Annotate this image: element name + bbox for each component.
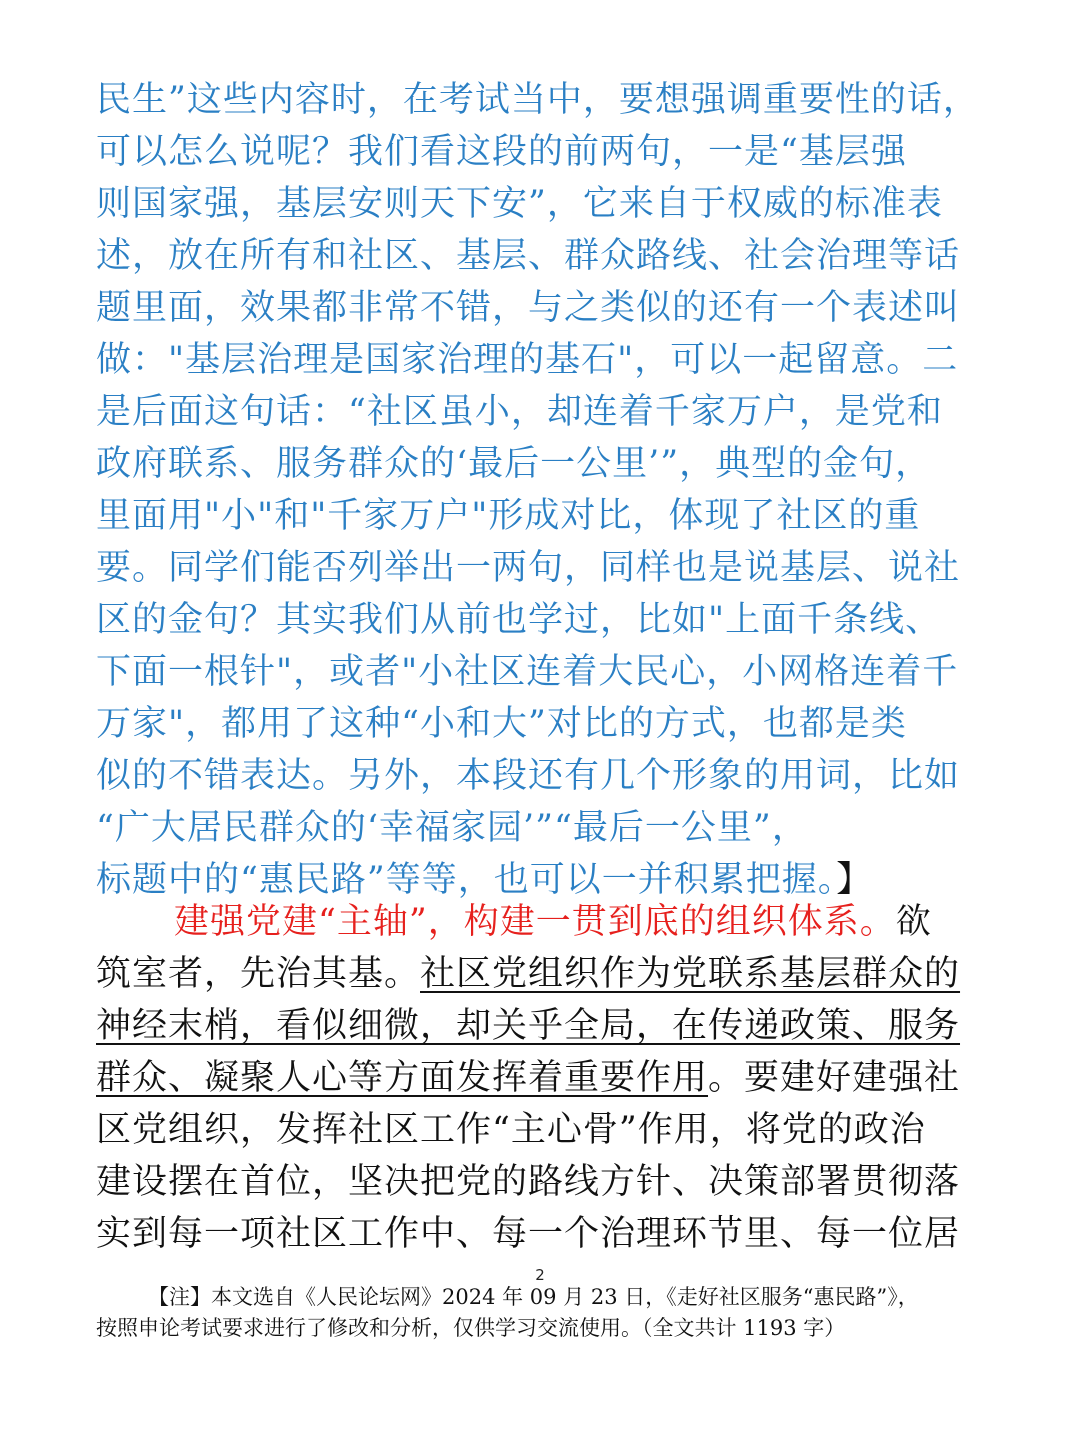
body-line: 区党组织，发挥社区工作“主心骨”作用，将党的政治: [96, 1110, 926, 1150]
analysis-line: 区的金句？其实我们从前也学过，比如"上面千条线、: [96, 600, 942, 640]
body-line: 实到每一项社区工作中、每一个治理环节里、每一位居: [96, 1214, 961, 1254]
analysis-paragraph: [96, 74, 988, 906]
analysis-line: 万家"，都用了这种“小和大”对比的方式，也都是类: [96, 704, 907, 744]
analysis-line: 民生”这些内容时，在考试当中，要想强调重要性的话，: [96, 80, 979, 120]
underlined-text: 社区党组织作为党联系基层群众的: [420, 954, 961, 994]
source-note-line: 按照申论考试要求进行了修改和分析，仅供学习交流使用。（全文共计 1193 字）: [96, 1316, 846, 1340]
body-line: [96, 1000, 988, 1052]
underlined-text: 神经末梢，看似细微，却关乎全局，在传递政策、服务: [96, 1006, 961, 1046]
analysis-line-text: 标题中的“惠民路”等等，也可以一并积累把握。: [96, 860, 837, 900]
body-line: [96, 948, 988, 1000]
analysis-line: 要。同学们能否列举出一两句，同样也是说基层、说社: [96, 548, 961, 588]
analysis-line: 述，放在所有和社区、基层、群众路线、社会治理等话: [96, 236, 961, 276]
body-paragraph: [96, 896, 988, 1260]
analysis-line: 政府联系、服务群众的‘最后一公里’”，典型的金句，: [96, 444, 932, 484]
analysis-line: 里面用"小"和"千家万户"形成对比，体现了社区的重: [96, 496, 921, 536]
section-heading: 建强党建“主轴”，构建一贯到底的组织体系。: [174, 902, 896, 942]
source-note-line: 【注】本文选自《人民论坛网》2024 年 09 月 23 日，《走好社区服务“惠民路”》，: [148, 1285, 919, 1309]
analysis-line: “广大居民群众的‘幸福家园’”“最后一公里”，: [96, 808, 808, 848]
body-line: [96, 1052, 988, 1104]
analysis-line: 可以怎么说呢？我们看这段的前两句，一是“基层强: [96, 132, 907, 172]
analysis-line: 似的不错表达。另外，本段还有几个形象的用词，比如: [96, 756, 961, 796]
body-text: 。要建好建强社: [708, 1058, 961, 1098]
page-number: 2: [535, 1266, 545, 1284]
body-text: 欲: [895, 902, 932, 942]
analysis-line: 做："基层治理是国家治理的基石"，可以一起留意。二: [96, 340, 959, 380]
analysis-line: 是后面这句话：“社区虽小，却连着千家万户，是党和: [96, 392, 943, 432]
body-text: 筑室者，先治其基。: [96, 954, 421, 994]
underlined-text: 群众、凝聚人心等方面发挥着重要作用: [96, 1058, 709, 1098]
analysis-line: 则国家强，基层安则天下安”，它来自于权威的标准表: [96, 184, 943, 224]
analysis-line: 下面一根针"，或者"小社区连着大民心，小网格连着千: [96, 652, 959, 692]
analysis-line: 题里面，效果都非常不错，与之类似的还有一个表述叫: [96, 288, 961, 328]
closing-bracket: 】: [836, 860, 873, 900]
body-line: [96, 896, 988, 948]
body-line: 建设摆在首位，坚决把党的路线方针、决策部署贯彻落: [96, 1162, 961, 1202]
